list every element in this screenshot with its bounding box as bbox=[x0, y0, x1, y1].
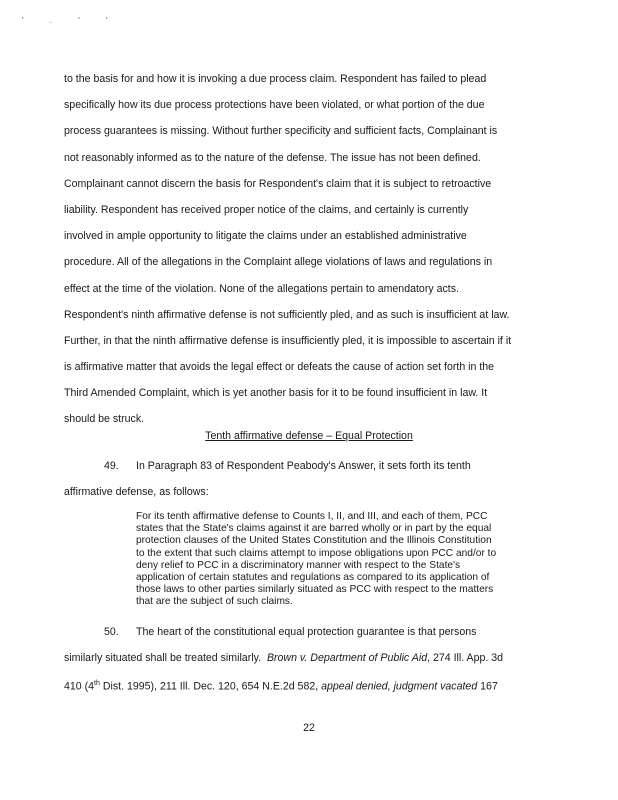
text-line: specifically how its due process protections have been violated, or what portion of the due bbox=[64, 99, 485, 112]
citation-history: appeal denied, judgment vacated bbox=[321, 680, 478, 693]
section-heading: Tenth affirmative defense – Equal Protection bbox=[205, 430, 413, 442]
citation-text: Dist. 1995), 211 Ill. Dec. 120, 654 N.E.2d 582, bbox=[99, 680, 319, 693]
citation-text: 410 (4 bbox=[64, 680, 95, 693]
quote-line: that are the subject of such claims. bbox=[136, 596, 293, 608]
citation-text: 167 bbox=[477, 680, 498, 693]
quote-line: deny relief to PCC in a discriminatory manner with respect to the State's bbox=[136, 559, 461, 571]
quote-line: those laws to other parties similarly situated as PCC with respect to the matters bbox=[136, 584, 494, 596]
text-line: not reasonably informed as to the nature of the defense. The issue has not been defined. bbox=[64, 151, 481, 164]
text-line: to the basis for and how it is invoking a due process claim. Respondent has failed to plead bbox=[64, 73, 487, 85]
text-line bbox=[64, 619, 554, 645]
paragraph-49 bbox=[64, 453, 554, 505]
page-number: 22 bbox=[303, 722, 315, 734]
text-line bbox=[64, 671, 554, 697]
text-line bbox=[64, 453, 554, 479]
quote-line: to the extent that such claims attempt to impose obligations upon PCC and/or to bbox=[136, 547, 497, 559]
case-citation: Brown v. Department of Public Aid bbox=[266, 652, 428, 665]
text-line: procedure. All of the allegations in the Complaint allege violations of laws and regulations in bbox=[64, 256, 493, 269]
text-line: Respondent's ninth affirmative defense is not sufficiently pled, and as such is insufficient at law. bbox=[64, 308, 510, 321]
ordinal-suffix: th bbox=[94, 680, 100, 688]
block-quote bbox=[136, 511, 496, 609]
sentence-text: similarly situated shall be treated similarly. bbox=[64, 652, 262, 665]
paragraph-number: 50. bbox=[104, 626, 119, 638]
paragraph-text: In Paragraph 83 of Respondent Peabody's Answer, it sets forth its tenth bbox=[136, 460, 471, 472]
quote-line: protection clauses of the United States Constitution and the Illinois Constitution bbox=[136, 535, 492, 547]
text-line: involved in ample opportunity to litigate the claims under an established administrative bbox=[64, 230, 467, 243]
text-line: liability. Respondent has received proper notice of the claims, and certainly is currently bbox=[64, 203, 469, 216]
paragraph-number: 49. bbox=[104, 460, 119, 472]
text-line: process guarantees is missing. Without further specificity and sufficient facts, Complainant is bbox=[64, 125, 498, 138]
text-line: should be struck. bbox=[64, 413, 145, 426]
quote-line: For its tenth affirmative defense to Counts I, II, and III, and each of them, PCC bbox=[136, 511, 488, 522]
text-line: effect at the time of the violation. None of the allegations pertain to amendatory acts. bbox=[64, 282, 459, 295]
text-line: Third Amended Complaint, which is yet another basis for it to be found insufficient in law. It bbox=[64, 387, 488, 400]
text-line: Further, in that the ninth affirmative defense is insufficiently pled, it is impossible to ascertain if it bbox=[64, 334, 512, 347]
continuation-paragraph bbox=[64, 66, 554, 433]
text-line bbox=[64, 645, 554, 671]
paragraph-50 bbox=[64, 619, 554, 698]
text-line: Complainant cannot discern the basis for Respondent's claim that it is subject to retroactive bbox=[64, 177, 492, 190]
quote-line: application of certain statutes and regulations as compared to its application of bbox=[136, 572, 490, 584]
paragraph-text: The heart of the constitutional equal protection guarantee is that persons bbox=[136, 626, 477, 638]
scan-marks: ' . ' ' bbox=[22, 16, 120, 25]
citation-text: , 274 Ill. App. 3d bbox=[427, 652, 504, 665]
text-line: affirmative defense, as follows: bbox=[64, 486, 209, 499]
text-line: is affirmative matter that avoids the legal effect or defeats the cause of action set forth in the bbox=[64, 361, 495, 374]
quote-line: states that the State's claims against it are barred wholly or in part by the equal bbox=[136, 523, 492, 535]
